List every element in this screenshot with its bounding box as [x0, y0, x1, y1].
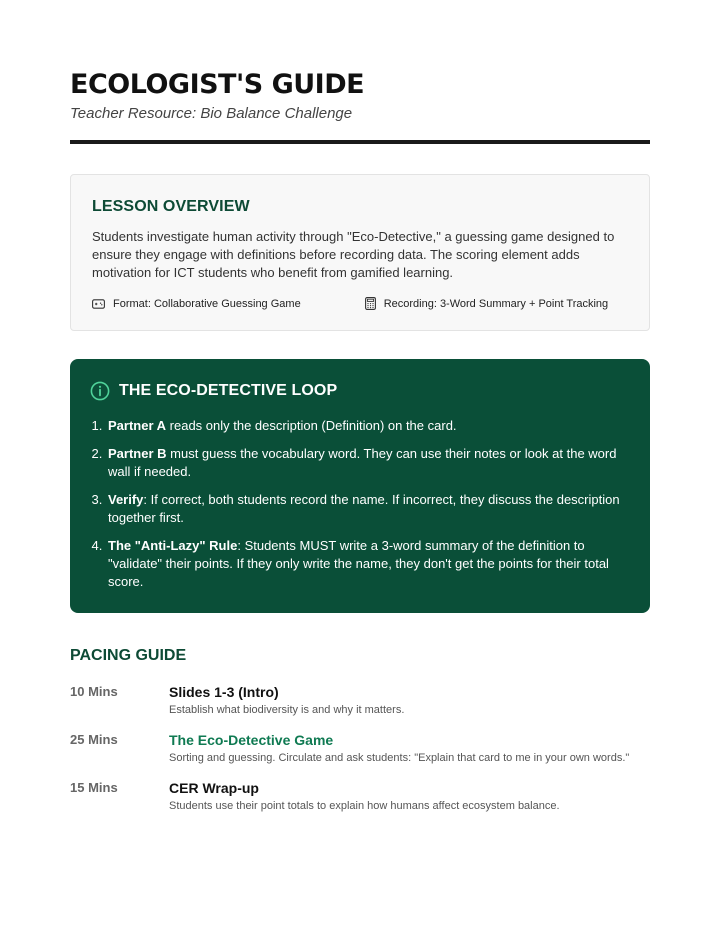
loop-step — [106, 491, 624, 527]
loop-title: THE ECO-DETECTIVE LOOP — [119, 382, 338, 399]
pacing-item-desc: Sorting and guessing. Circulate and ask students: "Explain that card to me in your own words." — [169, 752, 630, 764]
pacing-content — [169, 683, 404, 717]
loop-step — [106, 417, 624, 435]
pacing-item-desc: Establish what biodiversity is and why it matters. — [169, 704, 405, 716]
pacing-item-desc: Students use their point totals to explain how humans affect ecosystem balance. — [169, 800, 560, 812]
loop-step — [106, 537, 624, 591]
pacing-item-title: CER Wrap-up — [169, 780, 259, 796]
step-text: : Students MUST write a 3-word summary of the definition to "validate" their points. If they only write the name, they don't get the points for their total score. — [108, 538, 609, 589]
pacing-guide — [70, 683, 650, 813]
calculator-icon — [365, 297, 376, 310]
step-label: Partner A — [108, 418, 167, 433]
game-controller-icon — [92, 299, 105, 309]
lesson-meta — [92, 297, 628, 310]
header-divider — [70, 140, 650, 144]
lesson-overview-title: LESSON OVERVIEW — [92, 198, 250, 215]
pacing-duration: 15 Mins — [70, 780, 118, 795]
loop-steps — [90, 417, 624, 591]
lesson-overview-text: Students investigate human activity through "Eco-Detective," a guessing game designed to ensure they engage with definitions before recording data. The scoring element adds motivation for ICT students who benefit from gamified learning. — [92, 229, 615, 280]
pacing-row — [70, 683, 650, 717]
meta-format-text: Format: Collaborative Guessing Game — [113, 297, 301, 310]
pacing-duration: 10 Mins — [70, 684, 118, 699]
page-title: ECOLOGIST'S GUIDE — [70, 69, 365, 100]
step-text: must guess the vocabulary word. They can use their notes or look at the word wall if needed. — [108, 446, 617, 479]
pacing-row — [70, 731, 650, 765]
pacing-content — [169, 779, 560, 813]
meta-recording-text: Recording: 3-Word Summary + Point Tracking — [383, 297, 609, 310]
step-label: Verify — [108, 492, 144, 507]
meta-recording — [365, 297, 608, 310]
pacing-content — [169, 731, 629, 765]
step-text: reads only the description (Definition) on the card. — [166, 418, 457, 433]
step-text: : If correct, both students record the name. If incorrect, they discuss the description together first. — [108, 492, 620, 525]
pacing-item-title: Slides 1-3 (Intro) — [169, 684, 279, 700]
step-label: Partner B — [108, 446, 167, 461]
step-label: The "Anti-Lazy" Rule — [108, 538, 238, 553]
header — [70, 0, 650, 144]
loop-header — [90, 381, 624, 401]
meta-format — [92, 297, 301, 310]
loop-step — [106, 445, 624, 481]
pacing-row — [70, 779, 650, 813]
info-icon — [90, 381, 110, 401]
pacing-guide-title: PACING GUIDE — [70, 647, 187, 664]
pacing-duration: 25 Mins — [70, 732, 118, 747]
pacing-item-title: The Eco-Detective Game — [169, 732, 334, 748]
lesson-overview-card — [70, 174, 650, 331]
eco-detective-loop-panel — [70, 359, 650, 613]
page-subtitle: Teacher Resource: Bio Balance Challenge — [70, 105, 353, 122]
